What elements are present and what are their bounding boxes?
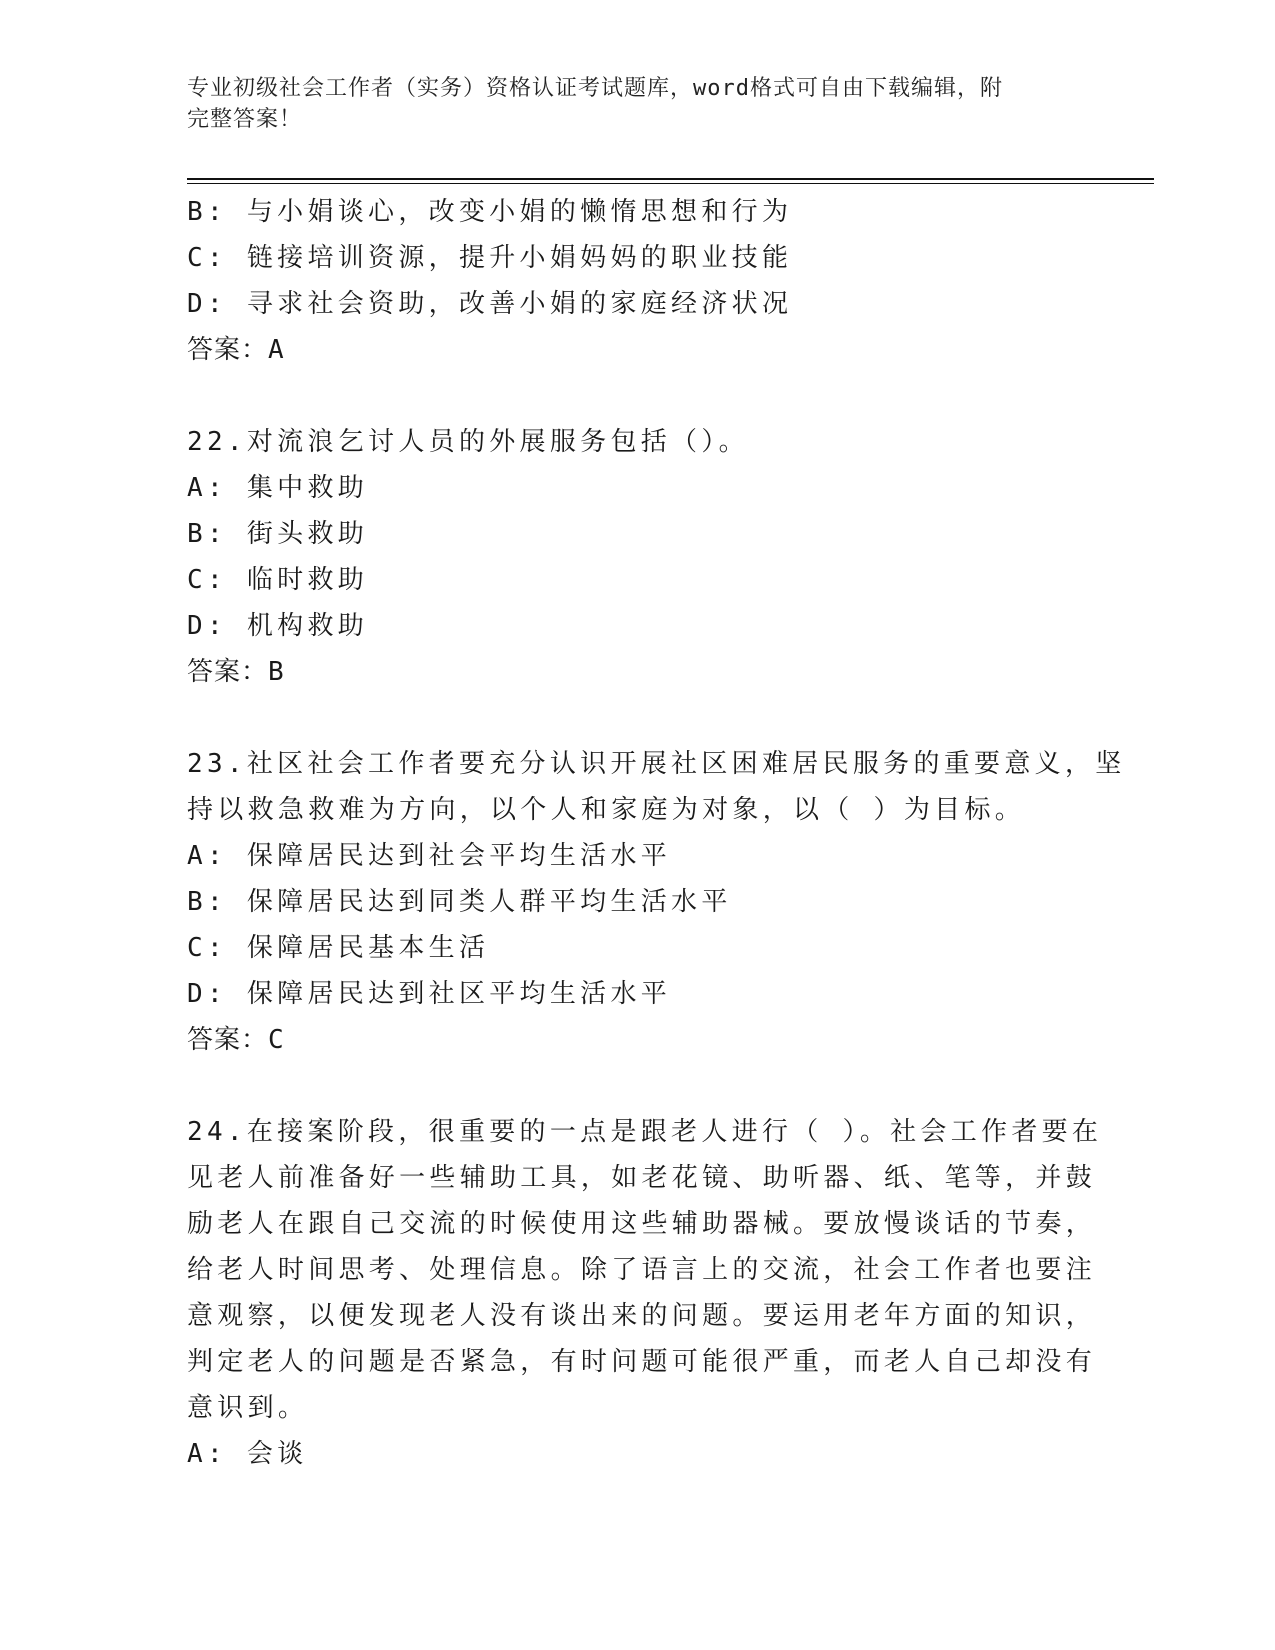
question-stem-line-6: 判定老人的问题是否紧急，有时问题可能很严重，而老人自己却没有 xyxy=(187,1347,1097,1377)
question-stem-line-4: 给老人时间思考、处理信息。除了语言上的交流，社会工作者也要注 xyxy=(187,1255,1097,1285)
option-d: D: 保障居民达到社区平均生活水平 xyxy=(187,979,672,1009)
option-a: A: 集中救助 xyxy=(187,473,369,503)
option-b: B: 与小娟谈心，改变小娟的懒惰思想和行为 xyxy=(187,197,793,227)
option-a: A: 保障居民达到社会平均生活水平 xyxy=(187,841,672,871)
header-divider-thin xyxy=(187,183,1154,184)
page-header xyxy=(187,73,1077,135)
header-line-2: 完整答案！ xyxy=(187,107,303,132)
spacer xyxy=(187,1063,1087,1109)
question-block-22 xyxy=(187,419,1087,695)
question-stem-line-5: 意观察，以便发现老人没有谈出来的问题。要运用老年方面的知识， xyxy=(187,1301,1097,1331)
option-c: C: 保障居民基本生活 xyxy=(187,933,490,963)
question-stem: 22.对流浪乞讨人员的外展服务包括（）。 xyxy=(187,427,749,457)
option-d: D: 机构救助 xyxy=(187,611,369,641)
question-stem-line-7: 意识到。 xyxy=(187,1393,309,1423)
question-block-23 xyxy=(187,741,1126,1063)
header-divider-thick xyxy=(187,178,1154,180)
question-block-24 xyxy=(187,1109,1103,1477)
option-c: C: 链接培训资源，提升小娟妈妈的职业技能 xyxy=(187,243,793,273)
spacer xyxy=(187,695,1087,741)
question-stem-line-1: 23.社区社会工作者要充分认识开展社区困难居民服务的重要意义，坚 xyxy=(187,749,1126,779)
question-stem-line-2: 见老人前准备好一些辅助工具，如老花镜、助听器、纸、笔等，并鼓 xyxy=(187,1163,1097,1193)
question-content xyxy=(187,189,1126,1477)
option-b: B: 保障居民达到同类人群平均生活水平 xyxy=(187,887,732,917)
answer-line: 答案：A xyxy=(187,335,285,365)
option-d: D: 寻求社会资助，改善小娟的家庭经济状况 xyxy=(187,289,793,319)
question-block-21 xyxy=(187,189,1087,373)
option-b: B: 街头救助 xyxy=(187,519,369,549)
header-line-1: 专业初级社会工作者（实务）资格认证考试题库，word格式可自由下载编辑，附 xyxy=(187,76,1003,101)
answer-line: 答案：C xyxy=(187,1025,285,1055)
spacer xyxy=(187,373,1087,419)
answer-line: 答案：B xyxy=(187,657,285,687)
option-c: C: 临时救助 xyxy=(187,565,369,595)
question-stem-line-3: 励老人在跟自己交流的时候使用这些辅助器械。要放慢谈话的节奏， xyxy=(187,1209,1097,1239)
question-stem-line-1: 24.在接案阶段，很重要的一点是跟老人进行（ ）。社会工作者要在 xyxy=(187,1117,1103,1147)
question-stem-line-2: 持以救急救难为方向，以个人和家庭为对象，以（ ）为目标。 xyxy=(187,795,1026,825)
option-a: A: 会谈 xyxy=(187,1439,308,1469)
